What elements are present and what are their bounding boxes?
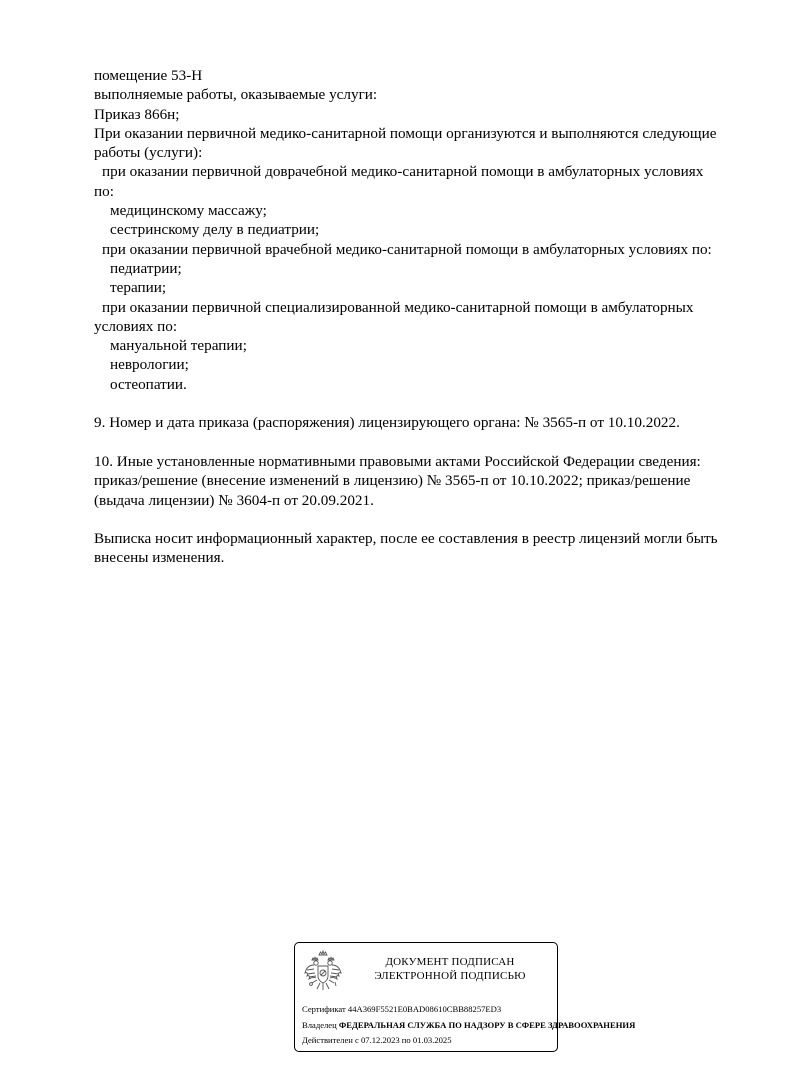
service-item: терапии; [110, 279, 167, 297]
notice-line: Выписка носит информационный характер, после ее составления в реестр лицензий могли быть [94, 530, 718, 548]
stamp-title [347, 955, 553, 983]
validity-line: Действителен с 07.12.2023 по 01.03.2025 [302, 1035, 452, 1046]
text-line: выполняемые работы, оказываемые услуги: [94, 86, 378, 104]
paragraph-gap [94, 510, 764, 529]
other-info-line: (выдача лицензии) № 3604-п от 20.09.2021. [94, 491, 374, 509]
document-body [94, 66, 764, 568]
text-line: условиях по: [94, 317, 178, 335]
coat-of-arms-icon [303, 949, 343, 993]
service-item: мануальной терапии; [110, 337, 247, 355]
stamp-title-line: ЭЛЕКТРОННОЙ ПОДПИСЬЮ [374, 970, 526, 982]
stamp-details [302, 1002, 636, 1049]
order-number-line: 9. Номер и дата приказа (распоряжения) лицензирующего органа: № 3565-п от 10.10.2022. [94, 414, 680, 432]
certificate-label: Сертификат [302, 1004, 346, 1014]
text-line: при оказании первичной врачебной медико-санитарной помощи в амбулаторных условиях по: [102, 240, 712, 258]
service-item: сестринскому делу в педиатрии; [110, 221, 320, 239]
service-item: неврологии; [110, 356, 189, 374]
owner-value: ФЕДЕРАЛЬНАЯ СЛУЖБА ПО НАДЗОРУ В СФЕРЕ ЗДРАВООХРАНЕНИЯ [338, 1019, 636, 1030]
service-item: медицинскому массажу; [110, 202, 267, 220]
paragraph-gap [94, 433, 764, 452]
service-item: остеопатии. [110, 375, 187, 393]
text-line: Приказ 866н; [94, 105, 180, 123]
stamp-title-line: ДОКУМЕНТ ПОДПИСАН [385, 956, 515, 968]
text-line: работы (услуги): [94, 144, 203, 162]
text-line: помещение 53-Н [94, 67, 203, 84]
owner-label: Владелец [302, 1019, 337, 1030]
certificate-line [302, 1002, 562, 1018]
notice-line: внесены изменения. [94, 549, 225, 567]
text-line: При оказании первичной медико-санитарной помощи организуются и выполняются следующие [94, 124, 717, 142]
electronic-signature-stamp [294, 942, 636, 1052]
paragraph-gap [94, 394, 764, 413]
service-item: педиатрии; [110, 259, 182, 277]
text-line: при оказании первичной доврачебной медико-санитарной помощи в амбулаторных условиях [102, 163, 704, 181]
owner-line [302, 1018, 636, 1034]
other-info-line: 10. Иные установленные нормативными правовыми актами Российской Федерации сведения: [94, 452, 701, 470]
certificate-value: 44A369F5521E0BAD08610CBB88257ED3 [347, 1004, 502, 1014]
text-line: по: [94, 182, 114, 200]
text-line: при оказании первичной специализированной медико-санитарной помощи в амбулаторных [102, 298, 694, 316]
other-info-line: приказ/решение (внесение изменений в лицензию) № 3565-п от 10.10.2022; приказ/решение [94, 472, 691, 490]
